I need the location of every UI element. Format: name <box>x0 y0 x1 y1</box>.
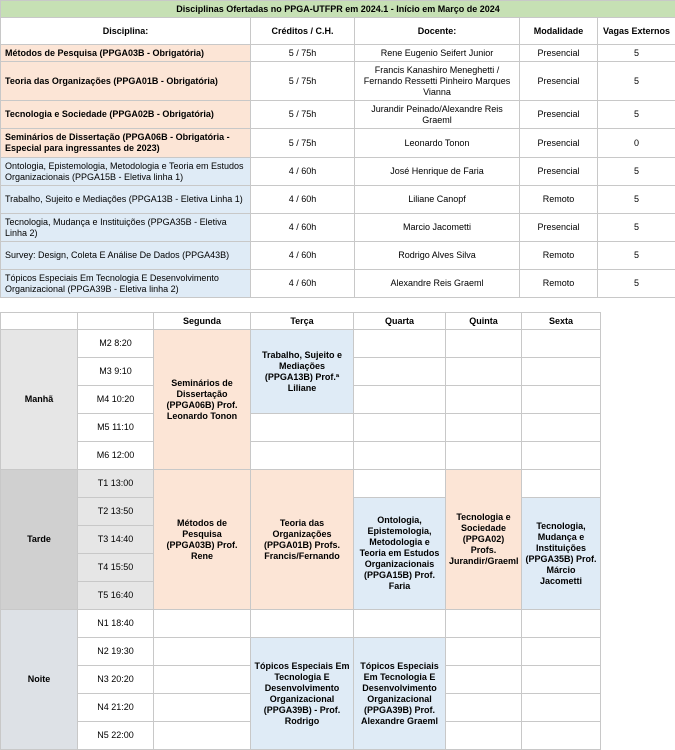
empty-cell <box>522 386 601 414</box>
empty-cell <box>446 638 522 666</box>
block-seminarios: Seminários de Dissertação (PPGA06B) Prof. Leonardo Tonon <box>154 330 251 470</box>
course-credits: 4 / 60h <box>251 214 355 242</box>
slot-t3: T3 14:40 <box>78 526 154 554</box>
course-name: Seminários de Dissertação (PPGA06B - Obrigatória - Especial para ingressantes de 2023) <box>1 129 251 158</box>
course-teacher: Francis Kanashiro Meneghetti / Fernando Ressetti Pinheiro Marques Vianna <box>355 62 520 101</box>
course-credits: 4 / 60h <box>251 158 355 186</box>
courses-table <box>0 0 675 298</box>
block-tecnologia-sociedade: Tecnologia e Sociedade (PPGA02) Profs. Jurandir/Graeml <box>446 470 522 610</box>
period-manha: Manhã <box>1 330 78 470</box>
empty-cell <box>354 330 446 358</box>
course-seats: 5 <box>598 242 675 270</box>
block-ontologia: Ontologia, Epistemologia, Metodologia e Teoria em Estudos Organizacionais (PPGA15B) Prof. Faria <box>354 498 446 610</box>
course-name: Tecnologia e Sociedade (PPGA02B - Obrigatória) <box>1 101 251 129</box>
day-header-quarta: Quarta <box>354 313 446 330</box>
table-row <box>1 101 675 129</box>
empty-cell <box>522 358 601 386</box>
course-seats: 5 <box>598 270 675 298</box>
course-seats: 5 <box>598 62 675 101</box>
course-name: Ontologia, Epistemologia, Metodologia e Teoria em Estudos Organizacionais (PPGA15B - Eletiva linha 1) <box>1 158 251 186</box>
empty-cell <box>154 722 251 750</box>
header-creditos: Créditos / C.H. <box>251 18 355 45</box>
empty-cell <box>522 694 601 722</box>
course-mode: Presencial <box>520 62 598 101</box>
empty-cell <box>446 386 522 414</box>
block-teoria: Teoria das Organizações (PPGA01B) Profs. Francis/Fernando <box>251 470 354 610</box>
empty-cell <box>522 330 601 358</box>
empty-cell <box>446 610 522 638</box>
empty-cell <box>154 638 251 666</box>
day-header-segunda: Segunda <box>154 313 251 330</box>
period-tarde: Tarde <box>1 470 78 610</box>
empty-cell <box>354 386 446 414</box>
empty-cell <box>446 694 522 722</box>
empty-cell <box>446 358 522 386</box>
day-header-sexta: Sexta <box>522 313 601 330</box>
empty-cell <box>446 414 522 442</box>
table-row <box>1 214 675 242</box>
course-credits: 5 / 75h <box>251 129 355 158</box>
course-seats: 0 <box>598 129 675 158</box>
empty-cell <box>354 470 446 498</box>
slot-t1: T1 13:00 <box>78 470 154 498</box>
slot-m5: M5 11:10 <box>78 414 154 442</box>
slot-n1: N1 18:40 <box>78 610 154 638</box>
course-seats: 5 <box>598 214 675 242</box>
slot-n5: N5 22:00 <box>78 722 154 750</box>
day-header-quinta: Quinta <box>446 313 522 330</box>
table-row <box>1 270 675 298</box>
header-docente: Docente: <box>355 18 520 45</box>
course-seats: 5 <box>598 158 675 186</box>
period-noite: Noite <box>1 610 78 750</box>
course-credits: 4 / 60h <box>251 186 355 214</box>
slot-n3: N3 20:20 <box>78 666 154 694</box>
empty-cell <box>154 694 251 722</box>
course-mode: Remoto <box>520 186 598 214</box>
course-name: Trabalho, Sujeito e Mediações (PPGA13B - Eletiva Linha 1) <box>1 186 251 214</box>
table-row <box>1 186 675 214</box>
course-teacher: José Henrique de Faria <box>355 158 520 186</box>
day-header-terca: Terça <box>251 313 354 330</box>
block-tecnologia-mudanca: Tecnologia, Mudança e Instituições (PPGA35B) Prof. Márcio Jacometti <box>522 498 601 610</box>
course-teacher: Marcio Jacometti <box>355 214 520 242</box>
table-row <box>1 242 675 270</box>
course-name: Tópicos Especiais Em Tecnologia E Desenvolvimento Organizacional (PPGA39B - Eletiva linha 2) <box>1 270 251 298</box>
course-teacher: Rene Eugenio Seifert Junior <box>355 45 520 62</box>
empty-cell <box>522 666 601 694</box>
empty-cell <box>154 666 251 694</box>
empty-cell <box>354 610 446 638</box>
header-vagas: Vagas Externos <box>598 18 675 45</box>
corner-cell <box>78 313 154 330</box>
block-metodos: Métodos de Pesquisa (PPGA03B) Prof. Rene <box>154 470 251 610</box>
empty-cell <box>251 414 354 442</box>
course-credits: 5 / 75h <box>251 101 355 129</box>
empty-cell <box>446 330 522 358</box>
empty-cell <box>446 442 522 470</box>
course-mode: Presencial <box>520 129 598 158</box>
block-trabalho: Trabalho, Sujeito e Mediações (PPGA13B) Prof.ª Liliane <box>251 330 354 414</box>
empty-cell <box>354 442 446 470</box>
slot-m4: M4 10:20 <box>78 386 154 414</box>
course-credits: 5 / 75h <box>251 62 355 101</box>
course-teacher: Rodrigo Alves Silva <box>355 242 520 270</box>
slot-m2: M2 8:20 <box>78 330 154 358</box>
empty-cell <box>354 358 446 386</box>
course-credits: 4 / 60h <box>251 270 355 298</box>
course-credits: 5 / 75h <box>251 45 355 62</box>
course-mode: Presencial <box>520 158 598 186</box>
slot-t5: T5 16:40 <box>78 582 154 610</box>
empty-cell <box>522 638 601 666</box>
block-topicos-rodrigo: Tópicos Especiais Em Tecnologia E Desenvolvimento Organizacional (PPGA39B) - Prof. Rodrigo <box>251 638 354 750</box>
empty-cell <box>446 666 522 694</box>
empty-cell <box>354 414 446 442</box>
schedule-table <box>0 312 601 750</box>
course-mode: Presencial <box>520 214 598 242</box>
course-teacher: Liliane Canopf <box>355 186 520 214</box>
course-name: Métodos de Pesquisa (PPGA03B - Obrigatória) <box>1 45 251 62</box>
empty-cell <box>522 414 601 442</box>
course-seats: 5 <box>598 101 675 129</box>
course-mode: Presencial <box>520 101 598 129</box>
course-teacher: Leonardo Tonon <box>355 129 520 158</box>
header-modalidade: Modalidade <box>520 18 598 45</box>
course-teacher: Alexandre Reis Graeml <box>355 270 520 298</box>
empty-cell <box>154 610 251 638</box>
course-name: Survey: Design, Coleta E Análise De Dados (PPGA43B) <box>1 242 251 270</box>
empty-cell <box>522 442 601 470</box>
empty-cell <box>251 610 354 638</box>
course-teacher: Jurandir Peinado/Alexandre Reis Graeml <box>355 101 520 129</box>
empty-cell <box>522 722 601 750</box>
table-row <box>1 62 675 101</box>
course-seats: 5 <box>598 186 675 214</box>
course-mode: Presencial <box>520 45 598 62</box>
course-credits: 4 / 60h <box>251 242 355 270</box>
slot-t4: T4 15:50 <box>78 554 154 582</box>
empty-cell <box>446 722 522 750</box>
slot-t2: T2 13:50 <box>78 498 154 526</box>
course-seats: 5 <box>598 45 675 62</box>
header-disciplina: Disciplina: <box>1 18 251 45</box>
empty-cell <box>522 610 601 638</box>
block-topicos-alexandre: Tópicos Especiais Em Tecnologia E Desenvolvimento Organizacional (PPGA39B) Prof. Alexandre Graeml <box>354 638 446 750</box>
course-name: Teoria das Organizações (PPGA01B - Obrigatória) <box>1 62 251 101</box>
slot-n4: N4 21:20 <box>78 694 154 722</box>
slot-m6: M6 12:00 <box>78 442 154 470</box>
course-mode: Remoto <box>520 270 598 298</box>
table-row <box>1 158 675 186</box>
page-title: Disciplinas Ofertadas no PPGA-UTFPR em 2024.1 - Início em Março de 2024 <box>1 1 675 18</box>
slot-m3: M3 9:10 <box>78 358 154 386</box>
table-row <box>1 129 675 158</box>
table-row <box>1 45 675 62</box>
course-name: Tecnologia, Mudança e Instituições (PPGA35B - Eletiva Linha 2) <box>1 214 251 242</box>
course-mode: Remoto <box>520 242 598 270</box>
empty-cell <box>251 442 354 470</box>
empty-cell <box>522 470 601 498</box>
slot-n2: N2 19:30 <box>78 638 154 666</box>
corner-cell <box>1 313 78 330</box>
